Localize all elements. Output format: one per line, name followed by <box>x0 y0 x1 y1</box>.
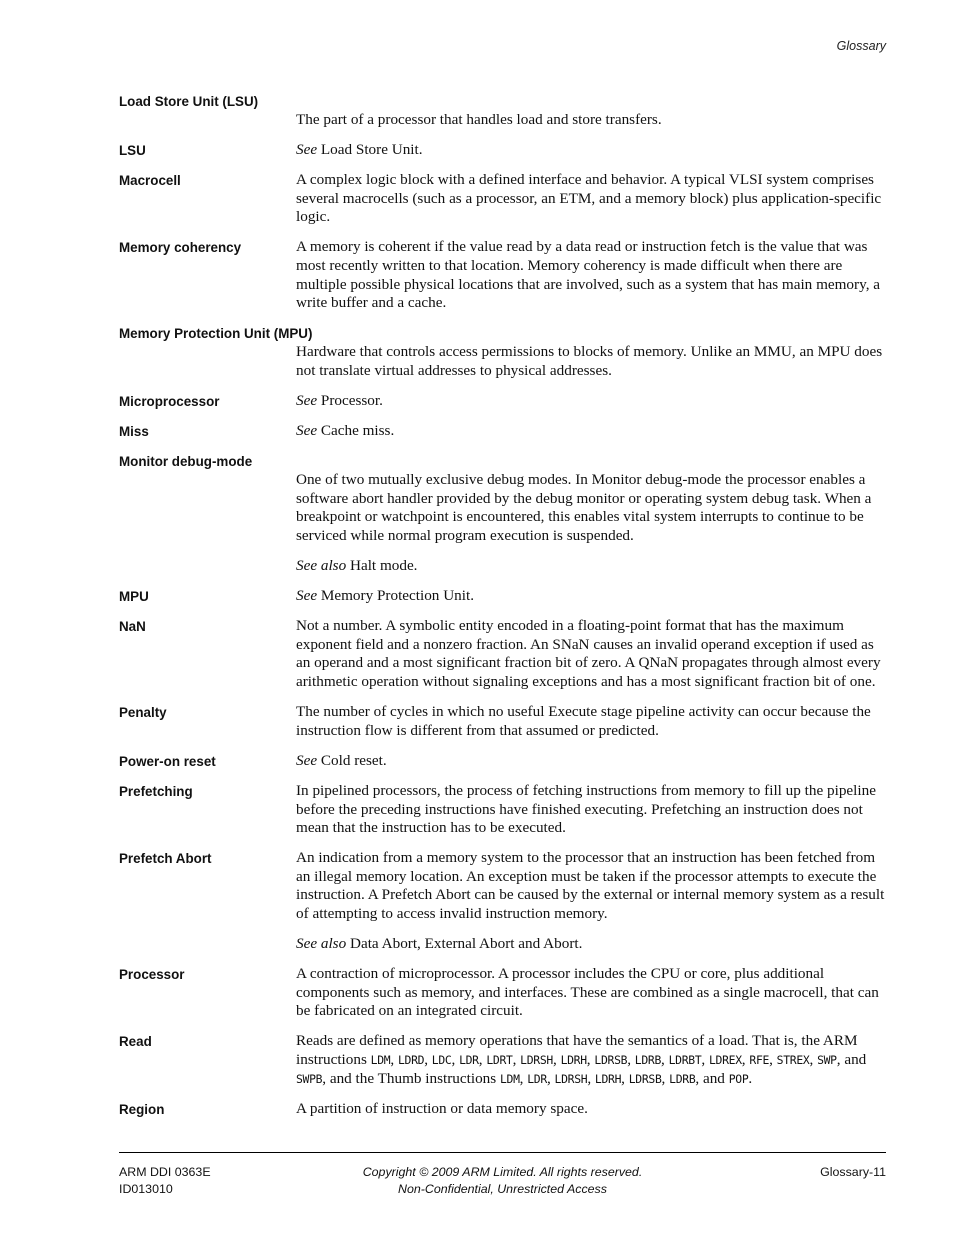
copyright-notice: Copyright © 2009 ARM Limited. All rights reserved. <box>362 1165 643 1179</box>
glossary-entry <box>119 171 886 227</box>
definition-paragraph <box>296 557 886 576</box>
definition-text: A contraction of microprocessor. A processor includes the CPU or core, plus additional components such as memory, and interfaces. These are combined as a single macrocell, that can be fabricated on an integrated circuit. <box>296 965 879 1020</box>
glossary-term: MPU <box>119 589 149 605</box>
glossary-entry <box>119 1032 886 1088</box>
definition-paragraph <box>296 171 886 227</box>
glossary-entry <box>119 392 886 411</box>
definition-text: , <box>661 1051 669 1069</box>
definition-text: A complex logic block with a defined interface and behavior. A typical VLSI system comprises several macrocells (such as a processor, an ETM, and a memory block) plus application-specific logic. <box>296 171 882 226</box>
definition-text: , <box>552 1051 561 1069</box>
definition-text: The part of a processor that handles load and store transfers. <box>296 111 662 128</box>
glossary-definition <box>296 471 886 575</box>
glossary-definition <box>296 617 886 691</box>
definition-text: Processor. <box>317 392 383 410</box>
glossary-definition <box>296 703 886 740</box>
instruction-mnemonic: LDRD <box>397 1053 425 1068</box>
definition-text: Reads are defined as memory operations that have the semantics of a load. That is, the ARM instructions <box>296 1032 858 1069</box>
instruction-mnemonic: LDRB <box>634 1053 662 1068</box>
glossary-term: Prefetch Abort <box>119 851 212 867</box>
glossary-entry <box>119 92 886 130</box>
glossary-term: LSU <box>119 143 146 159</box>
glossary-entry <box>119 849 886 953</box>
instruction-mnemonic: LDM <box>370 1053 391 1068</box>
definition-text: , and <box>695 1069 729 1087</box>
italic-reference: See <box>296 392 318 410</box>
glossary-entry <box>119 703 886 740</box>
definition-paragraph <box>296 849 886 923</box>
instruction-mnemonic: POP <box>728 1071 749 1086</box>
definition-text: , <box>390 1051 398 1069</box>
definition-text: , <box>519 1069 528 1087</box>
glossary-entry <box>119 324 886 380</box>
glossary-definition <box>296 171 886 227</box>
definition-paragraph <box>296 392 886 411</box>
instruction-mnemonic: LDRSH <box>554 1071 588 1086</box>
instruction-mnemonic: SWPB <box>296 1071 323 1086</box>
glossary-definition <box>296 965 886 1021</box>
definition-paragraph <box>296 111 886 130</box>
glossary-term: Monitor debug-mode <box>119 454 253 470</box>
glossary-term: Read <box>119 1034 152 1050</box>
definition-text: , <box>769 1051 777 1069</box>
instruction-mnemonic: LDRB <box>669 1071 696 1086</box>
definition-text: , <box>587 1069 595 1087</box>
glossary-definition <box>296 587 886 606</box>
definition-paragraph <box>296 965 886 1021</box>
glossary-term: Miss <box>119 424 149 440</box>
definition-text: , and the Thumb instructions <box>322 1069 500 1087</box>
definition-text: Cache miss. <box>317 422 395 440</box>
definition-text: , <box>478 1051 487 1069</box>
instruction-mnemonic: LDR <box>527 1071 547 1086</box>
instruction-mnemonic: LDRSH <box>520 1053 553 1068</box>
glossary-definition <box>296 238 886 312</box>
definition-text: Cold reset. <box>317 751 387 769</box>
glossary-term: Microprocessor <box>119 394 220 410</box>
instruction-mnemonic: LDM <box>499 1071 520 1086</box>
definition-text: , <box>627 1051 635 1069</box>
glossary-entry <box>119 422 886 441</box>
instruction-mnemonic: LDRH <box>560 1053 587 1068</box>
glossary-entry <box>119 141 886 160</box>
italic-reference: See <box>296 751 318 769</box>
glossary-definition <box>296 422 886 441</box>
instruction-mnemonic: LDC <box>431 1053 452 1068</box>
definition-text: , <box>586 1051 595 1069</box>
glossary-term: Processor <box>119 967 185 983</box>
footer-rule <box>119 1152 886 1153</box>
instruction-mnemonic: LDRBT <box>668 1053 702 1068</box>
glossary-entry <box>119 1100 886 1119</box>
running-header: Glossary <box>836 39 886 53</box>
definition-paragraph <box>296 752 886 771</box>
glossary-definition <box>296 343 886 380</box>
definition-text: , <box>546 1069 555 1087</box>
definition-text: In pipelined processors, the process of fetching instructions from memory to fill up the pipeline before the preceding instructions have finished executing. Prefetching an instruction does not mean that the instruction has to be executed. <box>296 781 876 837</box>
italic-reference: See also <box>296 935 347 953</box>
instruction-mnemonic: LDRH <box>594 1071 622 1086</box>
page-number: Glossary-11 <box>820 1165 886 1179</box>
instruction-mnemonic: LDRSB <box>628 1071 662 1086</box>
definition-paragraph <box>296 617 886 691</box>
instruction-mnemonic: LDR <box>459 1053 479 1068</box>
access-notice: Non-Confidential, Unrestricted Access <box>398 1181 607 1196</box>
glossary-definition <box>296 111 886 130</box>
glossary-term: Power-on reset <box>119 753 216 769</box>
italic-reference: See <box>296 587 318 605</box>
italic-reference: See <box>296 141 318 159</box>
definition-text: , <box>701 1051 709 1069</box>
glossary-definition <box>296 1032 886 1088</box>
glossary-entry <box>119 965 886 1021</box>
issue-id: ID013010 <box>119 1181 173 1196</box>
definition-paragraph <box>296 422 886 441</box>
definition-text: , and <box>836 1051 867 1069</box>
glossary-definition <box>296 1100 886 1119</box>
definition-paragraph <box>296 471 886 545</box>
glossary-definition <box>296 141 886 160</box>
glossary-definition <box>296 392 886 411</box>
glossary-entry <box>119 452 886 575</box>
definition-text: , <box>661 1069 670 1087</box>
glossary-term: Region <box>119 1101 165 1117</box>
definition-text: An indication from a memory system to the processor that an instruction has been fetched from an illegal memory location. An exception must be taken if the processor attempts to execute the instruction. A Prefetch Abort can be caused by the external or internal memory system as a result of attempting to access invalid instruction memory. <box>296 849 885 922</box>
definition-text: Memory Protection Unit. <box>317 587 474 605</box>
definition-paragraph <box>296 1032 886 1088</box>
italic-reference: See also <box>296 557 347 575</box>
definition-text: A partition of instruction or data memory space. <box>296 1099 588 1117</box>
definition-paragraph <box>296 141 886 160</box>
definition-text: One of two mutually exclusive debug modes. In Monitor debug-mode the processor enables a software abort handler provided by the debug monitor or operating system debug task. When a breakpoint or watchpoint is encountered, this enables vital system interrupts to continue to be serviced while normal program execution is suspended. <box>296 471 872 544</box>
glossary-term: Load Store Unit (LSU) <box>119 94 259 109</box>
glossary-definition <box>296 849 886 953</box>
definition-paragraph <box>296 935 886 954</box>
definition-text: , <box>451 1051 460 1069</box>
glossary-entry <box>119 752 886 771</box>
italic-reference: See <box>296 422 318 440</box>
glossary-term: Memory coherency <box>119 240 242 256</box>
definition-paragraph <box>296 1100 886 1119</box>
glossary-list <box>119 92 886 1130</box>
definition-text: , <box>424 1051 432 1069</box>
definition-text: A memory is coherent if the value read by a data read or instruction fetch is the value that was most recently written to that location. Memory coherency is made difficult when there are multiple possible physical locations that are involved, such as a system that has main memory, a write buffer and a cache. <box>296 238 881 312</box>
glossary-entry <box>119 587 886 606</box>
definition-text: , <box>512 1051 521 1069</box>
definition-text: Not a number. A symbolic entity encoded in a floating-point format that has the maximum exponent field and a nonzero fraction. An SNaN causes an invalid operand exception if used as an operand and a most significant fraction bit of zero. A QNaN propagates through almost every arithmetic operation without signaling exceptions and has a most significant fraction bit of one. <box>296 617 881 691</box>
definition-text: , <box>621 1069 629 1087</box>
glossary-term: Prefetching <box>119 783 193 799</box>
footer-legal <box>119 1164 886 1197</box>
definition-text: The number of cycles in which no useful Execute stage pipeline activity can occur because the instruction flow is different from that assumed or predicted. <box>296 703 871 739</box>
instruction-mnemonic: LDRT <box>486 1053 513 1068</box>
glossary-entry <box>119 238 886 312</box>
instruction-mnemonic: LDREX <box>709 1053 742 1068</box>
definition-text: . <box>748 1069 753 1087</box>
definition-text: Halt mode. <box>346 557 418 575</box>
definition-text: Hardware that controls access permissions to blocks of memory. Unlike an MMU, an MPU does not translate virtual addresses to physical addresses. <box>296 343 883 379</box>
glossary-entry <box>119 617 886 691</box>
glossary-definition <box>296 752 886 771</box>
glossary-term: Penalty <box>119 705 167 721</box>
glossary-definition <box>296 782 886 838</box>
instruction-mnemonic: STREX <box>776 1053 810 1068</box>
definition-paragraph <box>296 343 886 380</box>
glossary-entry <box>119 782 886 838</box>
glossary-term: Memory Protection Unit (MPU) <box>119 326 313 342</box>
definition-text: , <box>741 1051 750 1069</box>
definition-paragraph <box>296 703 886 740</box>
definition-text: Data Abort, External Abort and Abort. <box>346 935 583 953</box>
instruction-mnemonic: RFE <box>749 1053 770 1068</box>
glossary-term: NaN <box>119 619 146 635</box>
definition-paragraph <box>296 587 886 606</box>
document-number: ARM DDI 0363E <box>119 1165 211 1179</box>
glossary-term: Macrocell <box>119 173 181 189</box>
definition-paragraph <box>296 782 886 838</box>
definition-text: , <box>809 1051 818 1069</box>
instruction-mnemonic: LDRSB <box>594 1053 628 1068</box>
instruction-mnemonic: SWP <box>817 1053 837 1068</box>
definition-text: Load Store Unit. <box>317 141 423 159</box>
definition-paragraph <box>296 238 886 312</box>
